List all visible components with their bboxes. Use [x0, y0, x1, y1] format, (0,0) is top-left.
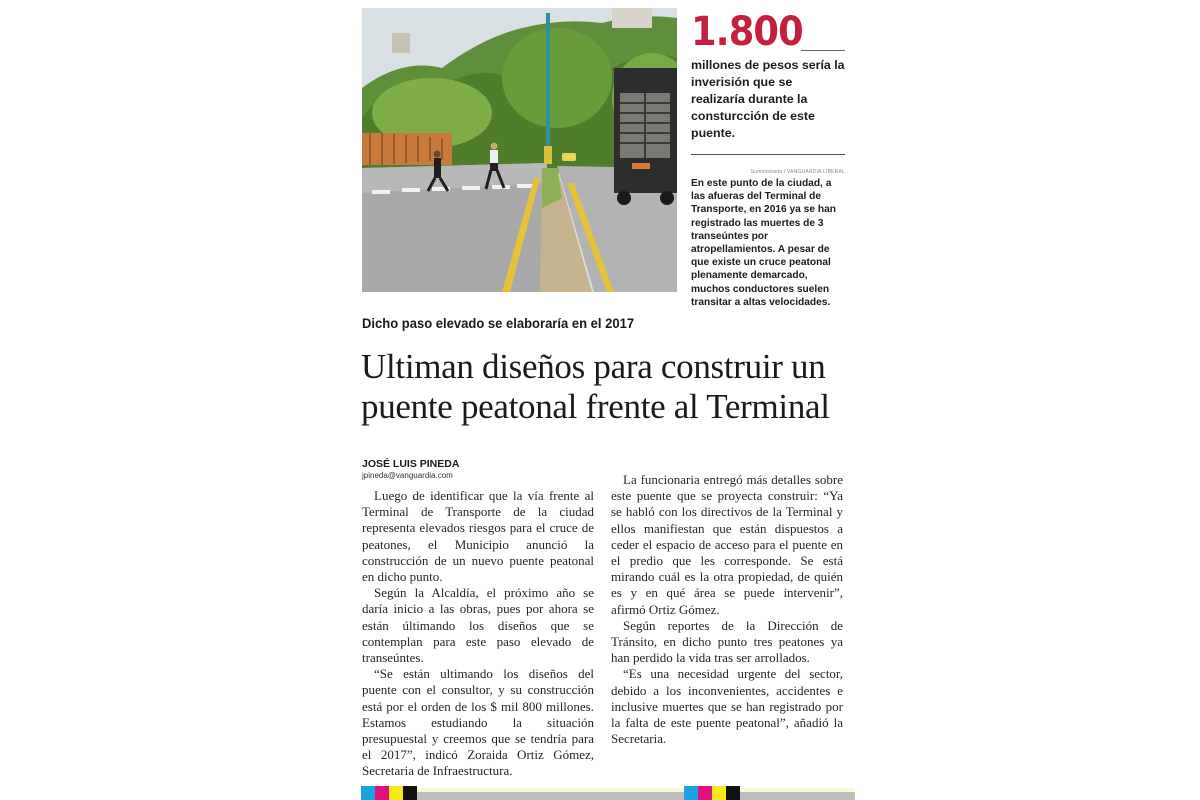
- swatch-cyan: [361, 786, 375, 800]
- paragraph: La funcionaria entregó más detalles sobre este puente que se proyecta construir: “Ya se habló con los directivos de la Terminal y ellos manifiestan que están dispuestos a ceder el espacio de acceso para el puente en el predio que les corresponde. Se está mirando cuál es la otra propiedad, de quién es y en qué área se puede intervenir”, afirmó Ortiz Gómez.: [611, 472, 843, 617]
- print-color-bar: [361, 786, 855, 800]
- paragraph: “Es una necesidad urgente del sector, debido a los inconvenientes, accidentes e inclusive muertes que se han registrado por la falta de este puente peatonal”, añadió la Secretaria.: [611, 666, 843, 747]
- paragraph: Según la Alcaldía, el próximo año se daría inicio a las obras, pues por ahora se están últimando los diseños que se contemplan para este paso elevado de transeúntes.: [362, 585, 594, 666]
- kicker: Dicho paso elevado se elaboraría en el 2017: [362, 315, 635, 331]
- fact-box: [691, 10, 845, 309]
- swatch-yellow: [389, 786, 403, 800]
- swatch-black: [726, 786, 740, 800]
- swatch-black: [403, 786, 417, 800]
- swatch-magenta: [698, 786, 712, 800]
- photo-credit: Suministrada / VANGUARDIA LIBERAL: [750, 169, 845, 175]
- article-column-2: [611, 472, 843, 747]
- highlight-number: 1.800: [691, 9, 803, 55]
- byline-author: JOSÉ LUIS PINEDA: [362, 458, 460, 470]
- newspaper-clipping: [361, 0, 855, 800]
- color-bar-band: [417, 788, 855, 800]
- paragraph: Luego de identificar que la vía frente al Terminal de Transporte de la ciudad representa elevados riesgos para el cruce de peatones, el Municipio anunció la construcción de un nuevo puente peatonal en dicho punto.: [362, 488, 594, 585]
- street-scene-image: [362, 8, 677, 292]
- headline: Ultiman diseños para construir un puente peatonal frente al Terminal: [361, 347, 830, 426]
- swatch-yellow: [712, 786, 726, 800]
- paragraph: Según reportes de la Dirección de Tránsito, en dicho punto tres peatones ya han perdido la vida tras ser arrollados.: [611, 617, 843, 666]
- photo-caption: En este punto de la ciudad, a las afueras del Terminal de Transporte, en 2016 ya se han registrado las muertes de 3 transeúntes por atropellamientos. A pesar de que existe un cruce peatonal plenamente demarcado, muchos conductores suelen transitar a altas velocidades.: [691, 178, 836, 308]
- swatch-cyan: [684, 786, 698, 800]
- swatch-magenta: [375, 786, 389, 800]
- article-photo: [362, 8, 677, 292]
- byline-email[interactable]: jpineda@vanguardia.com: [362, 471, 453, 480]
- article-column-1: [362, 488, 594, 780]
- fact-text: millones de pesos sería la inverisión que se realizaría durante la consturcción de este puente.: [691, 58, 845, 140]
- paragraph: “Se están ultimando los diseños del puente con el consultor, y su construcción está por el orden de los $ mil 800 millones. Estamos estudiando la situación presupuestal y creemos que se tendría para el 2017”, indicó Zoraida Ortiz Gómez, Secretaria de Infraestructura.: [362, 666, 594, 779]
- divider: [691, 154, 845, 155]
